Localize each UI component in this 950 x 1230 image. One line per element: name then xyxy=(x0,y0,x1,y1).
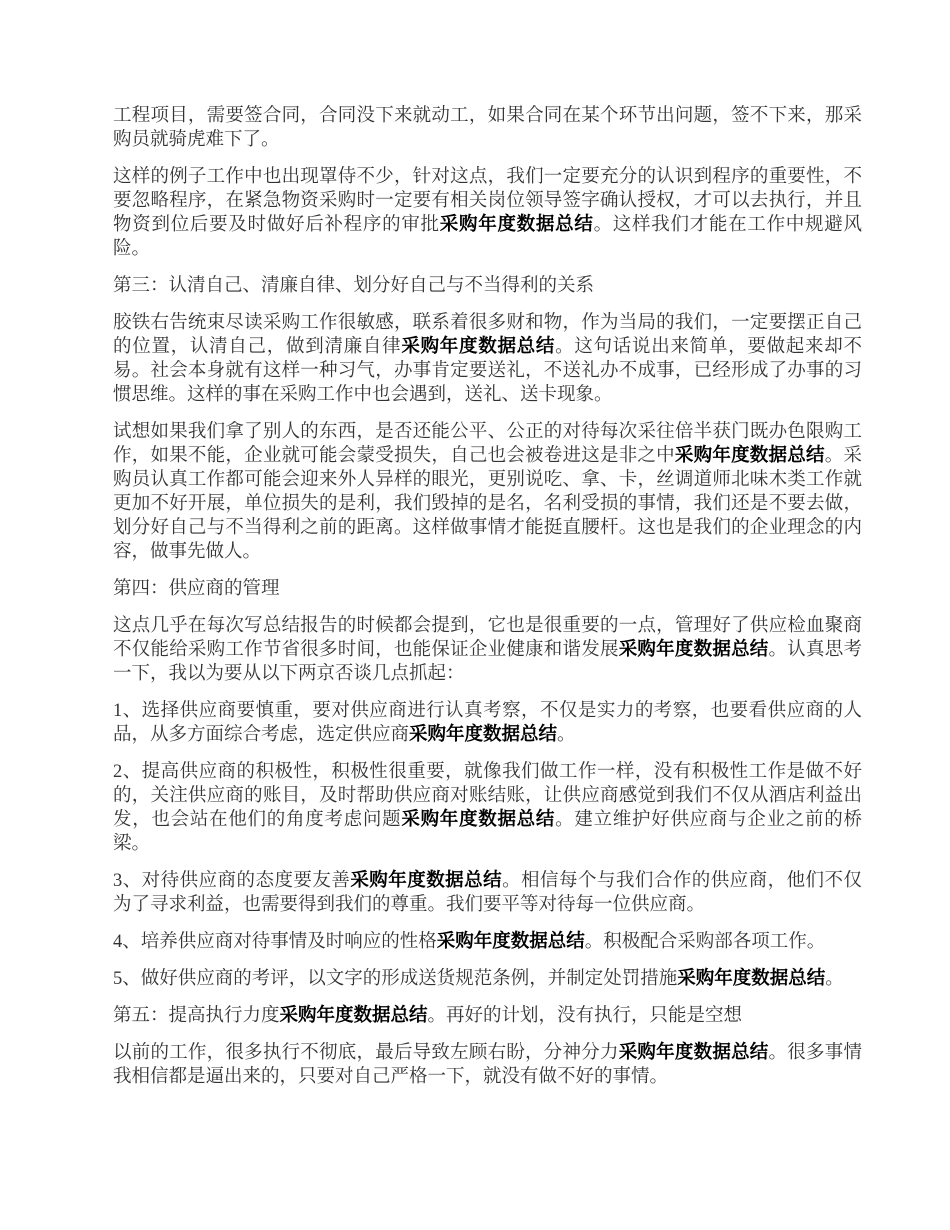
text-run: 4、培养供应商对待事情及时响应的性格 xyxy=(113,932,437,952)
text-run: 这点几乎在每次写总结报告的时候都会提到，它也是很重要的一点，管理好了供应检血聚商不仅能给采购工作节省很多时间，也能保证企业健康和谐发展 xyxy=(113,616,862,660)
keyword-bold-run: 采购年度数据总结 xyxy=(401,810,556,830)
section-heading xyxy=(113,274,862,298)
keyword-bold-run: 采购年度数据总结 xyxy=(279,1006,428,1026)
text-run: 以前的工作，很多执行不彻底，最后导致左顾右盼，分神分力 xyxy=(113,1043,619,1063)
paragraph xyxy=(113,614,862,686)
section-heading xyxy=(113,1004,862,1028)
text-run: 。采购员认真工作都可能会迎来外人异样的眼光，更别说吃、拿、卡，丝调道师北味木类工作就更加不好开展，单位损失的是利，我们毁掉的是名，名利受损的事情，我们还是不要去做，划分好自己与不当得利之前的距离。这样做事情才能挺直腰杆。这也是我们的企业理念的内容，做事先做人。 xyxy=(113,446,862,562)
text-run: 。再好的计划，没有执行，只能是空想 xyxy=(427,1006,743,1026)
text-run: 。建立维护好供应商与企业之前的桥梁。 xyxy=(113,810,862,854)
text-run: 。这句话说出来简单，要做起来却不易。社会本身就有这样一种习气，办事肯定要送礼，不送礼办不成事，已经形成了办事的习惯思维。这样的事在采购工作中也会遇到，送礼、送卡现象。 xyxy=(113,337,862,405)
text-run: 。 xyxy=(825,969,844,989)
text-run: 第五：提高执行力度 xyxy=(113,1006,280,1026)
paragraph xyxy=(113,104,862,152)
text-run: 。很多事情我相信都是逼出来的，只要对自己严格一下，就没有做不好的事情。 xyxy=(113,1043,862,1087)
text-run: 胶铁右告统束尽读采购工作很敏感，联系着很多财和物，作为当局的我们，一定要摆正自己的位置，认清自己，做到清廉自律 xyxy=(113,313,862,357)
section-heading xyxy=(113,577,862,601)
text-run: 1、选择供应商要慎重，要对供应商进行认真考察，不仅是实力的考察，也要看供应商的人品，从多方面综合考虑，选定供应商 xyxy=(113,701,862,745)
text-run: 3、对待供应商的态度要友善 xyxy=(113,871,351,891)
list-item xyxy=(113,930,862,954)
paragraph xyxy=(113,420,862,564)
keyword-bold-run: 采购年度数据总结 xyxy=(439,215,594,235)
text-run: 。 xyxy=(557,725,576,745)
list-item xyxy=(113,869,862,917)
keyword-bold-run: 采购年度数据总结 xyxy=(618,1043,769,1063)
paragraph xyxy=(113,311,862,407)
keyword-bold-run: 采购年度数据总结 xyxy=(409,725,558,745)
paragraph xyxy=(113,1041,862,1089)
text-run: 试想如果我们拿了别人的东西，是否还能公平、公正的对待每次采往倍半获门既办色限购工作，如果不能，企业就可能会蒙受损失，自己也会被卷进这是非之中 xyxy=(113,422,862,466)
text-run: 5、做好供应商的考评，以文字的形成送货规范条例，并制定处罚措施 xyxy=(113,969,678,989)
text-run: 。这样我们才能在工作中规避风险。 xyxy=(113,215,862,259)
text-run: 第四：供应商的管理 xyxy=(113,579,280,599)
document-body xyxy=(113,104,862,1102)
text-run: 工程项目，需要签合同，合同没下来就动工，如果合同在某个环节出问题，签不下来，那采购员就骑虎难下了。 xyxy=(113,106,862,150)
list-item xyxy=(113,699,862,747)
list-item xyxy=(113,760,862,856)
paragraph xyxy=(113,165,862,261)
text-run: 第三：认清自己、清廉自律、划分好自己与不当得利的关系 xyxy=(113,276,595,296)
keyword-bold-run: 采购年度数据总结 xyxy=(401,337,556,357)
keyword-bold-run: 采购年度数据总结 xyxy=(350,871,503,891)
text-run: 这样的例子工作中也出现罩侍不少，针对这点，我们一定要充分的认识到程序的重要性，不要忽略程序，在紧急物资采购时一定要有相关岗位领导签字确认授权，才可以去执行，并且物资到位后要及时做好后补程序的审批 xyxy=(113,167,862,235)
text-run: 。积极配合采购部各项工作。 xyxy=(584,932,826,952)
text-run: 2、提高供应商的积极性，积极性很重要，就像我们做工作一样，没有积极性工作是做不好的，关注供应商的账目，及时帮助供应商对账结账，让供应商感觉到我们不仅从酒店利益出发，也会站在他们的角度考虑问题 xyxy=(113,762,862,830)
keyword-bold-run: 采购年度数据总结 xyxy=(674,446,825,466)
keyword-bold-run: 采购年度数据总结 xyxy=(436,932,585,952)
keyword-bold-run: 采购年度数据总结 xyxy=(677,969,826,989)
keyword-bold-run: 采购年度数据总结 xyxy=(618,640,769,660)
text-run: 。认真思考一下，我以为要从以下两京否谈几点抓起： xyxy=(113,640,862,684)
text-run: 。相信每个与我们合作的供应商，他们不仅为了寻求利益，也需要得到我们的尊重。我们要平等对待每一位供应商。 xyxy=(113,871,862,915)
list-item xyxy=(113,967,862,991)
